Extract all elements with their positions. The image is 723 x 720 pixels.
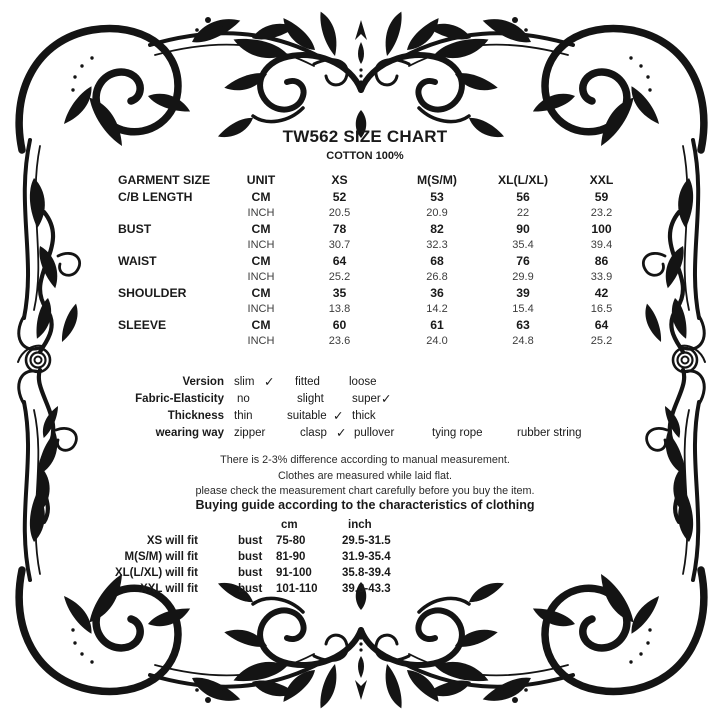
value-cell: 20.5 [328, 207, 351, 219]
unit-cell: CM [251, 190, 271, 204]
value-cell: 15.4 [512, 303, 534, 315]
value-cell: 100 [591, 222, 612, 236]
unit-cell: INCH [247, 303, 275, 315]
checkmark-icon: ✓ [333, 409, 344, 423]
value-cell: 35 [332, 286, 347, 300]
guide-cm-value: 91-100 [276, 567, 312, 579]
table-row [112, 237, 644, 253]
table-row [112, 285, 644, 301]
value-cell: 59 [594, 190, 609, 204]
value-cell: 30.7 [328, 239, 351, 251]
unit-cell: CM [251, 286, 271, 300]
option-tying-rope: tying rope [432, 427, 483, 439]
value-cell: 24.0 [426, 335, 448, 347]
attribute-label: Thickness [167, 410, 224, 422]
guide-inch-value: 31.9-35.4 [342, 551, 391, 563]
guide-measure: bust [238, 583, 263, 595]
guide-col-header-cm: cm [281, 519, 298, 531]
buying-guide-table [100, 517, 560, 597]
row-label [112, 269, 230, 285]
value-cell: 13.8 [328, 303, 351, 315]
table-row [112, 301, 644, 317]
value-cell: 29.9 [512, 271, 534, 283]
option-clasp: clasp [300, 427, 327, 439]
row-label: SLEEVE [118, 318, 167, 332]
value-cell: 56 [516, 190, 530, 204]
guide-inch-value: 29.5-31.5 [342, 535, 391, 547]
attribute-row-fabric-elasticity [112, 391, 644, 408]
guide-row-xxl [100, 581, 560, 597]
attribute-row-wearing-way [112, 425, 644, 442]
measurement-notes [0, 453, 723, 500]
value-cell: 25.2 [328, 271, 351, 283]
option-fitted: fitted [295, 376, 320, 388]
value-cell: 23.6 [328, 335, 351, 347]
guide-row-label: XL(L/XL) will fit [114, 567, 198, 579]
option-slim: slim [234, 376, 255, 388]
value-cell: 63 [516, 318, 530, 332]
garment-attributes [112, 374, 644, 442]
value-cell: 39 [516, 286, 530, 300]
table-row [112, 269, 644, 285]
fabric-subtitle: COTTON 100% [326, 150, 404, 162]
value-cell: 42 [594, 286, 609, 300]
col-header-xxl: XXL [589, 173, 614, 187]
row-label [112, 237, 230, 253]
value-cell: 25.2 [590, 335, 613, 347]
guide-row-label: XS will fit [146, 535, 198, 547]
row-label [112, 205, 230, 221]
value-cell: 52 [332, 190, 347, 204]
note-line: There is 2-3% difference according to manual measurement. [220, 454, 510, 466]
value-cell: 23.2 [590, 207, 613, 219]
buying-guide-header-row [100, 517, 560, 533]
value-cell: 90 [516, 222, 530, 236]
table-row [112, 317, 644, 333]
option-slight: slight [297, 393, 324, 405]
value-cell: 24.8 [512, 335, 534, 347]
option-thin: thin [234, 410, 253, 422]
size-table [112, 172, 644, 349]
value-cell: 61 [430, 318, 444, 332]
value-cell: 14.2 [426, 303, 448, 315]
guide-row-xs [100, 533, 560, 549]
row-label [112, 333, 230, 349]
guide-measure: bust [238, 567, 263, 579]
table-row [112, 189, 644, 205]
option-zipper: zipper [234, 427, 266, 439]
row-label: C/B LENGTH [118, 190, 193, 204]
attribute-label: wearing way [155, 427, 224, 439]
checkmark-icon: ✓ [264, 375, 275, 389]
guide-cm-value: 75-80 [276, 535, 306, 547]
col-header-m: M(S/M) [417, 173, 457, 187]
value-cell: 36 [430, 286, 444, 300]
guide-row-m [100, 549, 560, 565]
col-header-xl: XL(L/XL) [497, 173, 549, 187]
guide-row-xl [100, 565, 560, 581]
option-thick: thick [352, 410, 376, 422]
table-row [112, 205, 644, 221]
unit-cell: CM [251, 318, 271, 332]
guide-measure: bust [238, 535, 263, 547]
checkmark-icon: ✓ [336, 426, 347, 440]
attribute-row-version [112, 374, 644, 391]
unit-cell: CM [251, 222, 271, 236]
row-label [112, 301, 230, 317]
value-cell: 35.4 [512, 239, 534, 251]
unit-cell: INCH [247, 335, 275, 347]
unit-cell: CM [251, 254, 271, 268]
guide-row-label: XXL will fit [140, 583, 198, 595]
attribute-label: Fabric-Elasticity [135, 393, 224, 405]
guide-inch-value: 35.8-39.4 [342, 567, 391, 579]
value-cell: 78 [332, 222, 347, 236]
value-cell: 76 [516, 254, 530, 268]
value-cell: 20.9 [426, 207, 448, 219]
checkmark-icon: ✓ [381, 392, 392, 406]
note-line: Clothes are measured while laid flat. [277, 469, 453, 482]
value-cell: 39.4 [590, 239, 613, 251]
unit-cell: INCH [247, 207, 275, 219]
col-header-unit: UNIT [246, 173, 276, 187]
value-cell: 22 [516, 207, 530, 219]
option-super: super [352, 393, 381, 405]
attribute-label: Version [182, 376, 224, 388]
value-cell: 82 [430, 222, 444, 236]
size-table-header-row [112, 172, 644, 189]
guide-col-header-inch: inch [348, 519, 372, 531]
option-no: no [237, 393, 250, 405]
guide-measure: bust [238, 551, 263, 563]
value-cell: 16.5 [590, 303, 613, 315]
guide-inch-value: 39.8-43.3 [342, 583, 391, 595]
value-cell: 64 [594, 318, 609, 332]
value-cell: 68 [430, 254, 444, 268]
note-line: please check the measurement chart carefully before you buy the item. [195, 485, 535, 497]
row-label: BUST [118, 222, 152, 236]
row-label: WAIST [118, 254, 157, 268]
buying-guide-heading: Buying guide according to the characteristics of clothing [195, 498, 535, 512]
value-cell: 33.9 [590, 271, 613, 283]
option-rubber-string: rubber string [517, 427, 582, 439]
guide-row-label: M(S/M) will fit [124, 551, 198, 563]
table-row [112, 333, 644, 349]
col-header-xs: XS [331, 173, 348, 187]
unit-cell: INCH [247, 271, 275, 283]
row-label: SHOULDER [118, 286, 187, 300]
table-row [112, 253, 644, 269]
value-cell: 60 [332, 318, 347, 332]
value-cell: 32.3 [426, 239, 448, 251]
col-header-garment-size: GARMENT SIZE [118, 173, 211, 187]
guide-cm-value: 81-90 [276, 551, 306, 563]
attribute-row-thickness [112, 408, 644, 425]
unit-cell: INCH [247, 239, 275, 251]
guide-cm-value: 101-110 [276, 583, 318, 595]
value-cell: 53 [430, 190, 444, 204]
page-title: TW562 SIZE CHART [282, 127, 448, 146]
value-cell: 26.8 [426, 271, 448, 283]
table-row [112, 221, 644, 237]
option-suitable: suitable [287, 410, 327, 422]
option-pullover: pullover [354, 427, 395, 439]
value-cell: 86 [594, 254, 609, 268]
option-loose: loose [349, 376, 377, 388]
value-cell: 64 [332, 254, 347, 268]
